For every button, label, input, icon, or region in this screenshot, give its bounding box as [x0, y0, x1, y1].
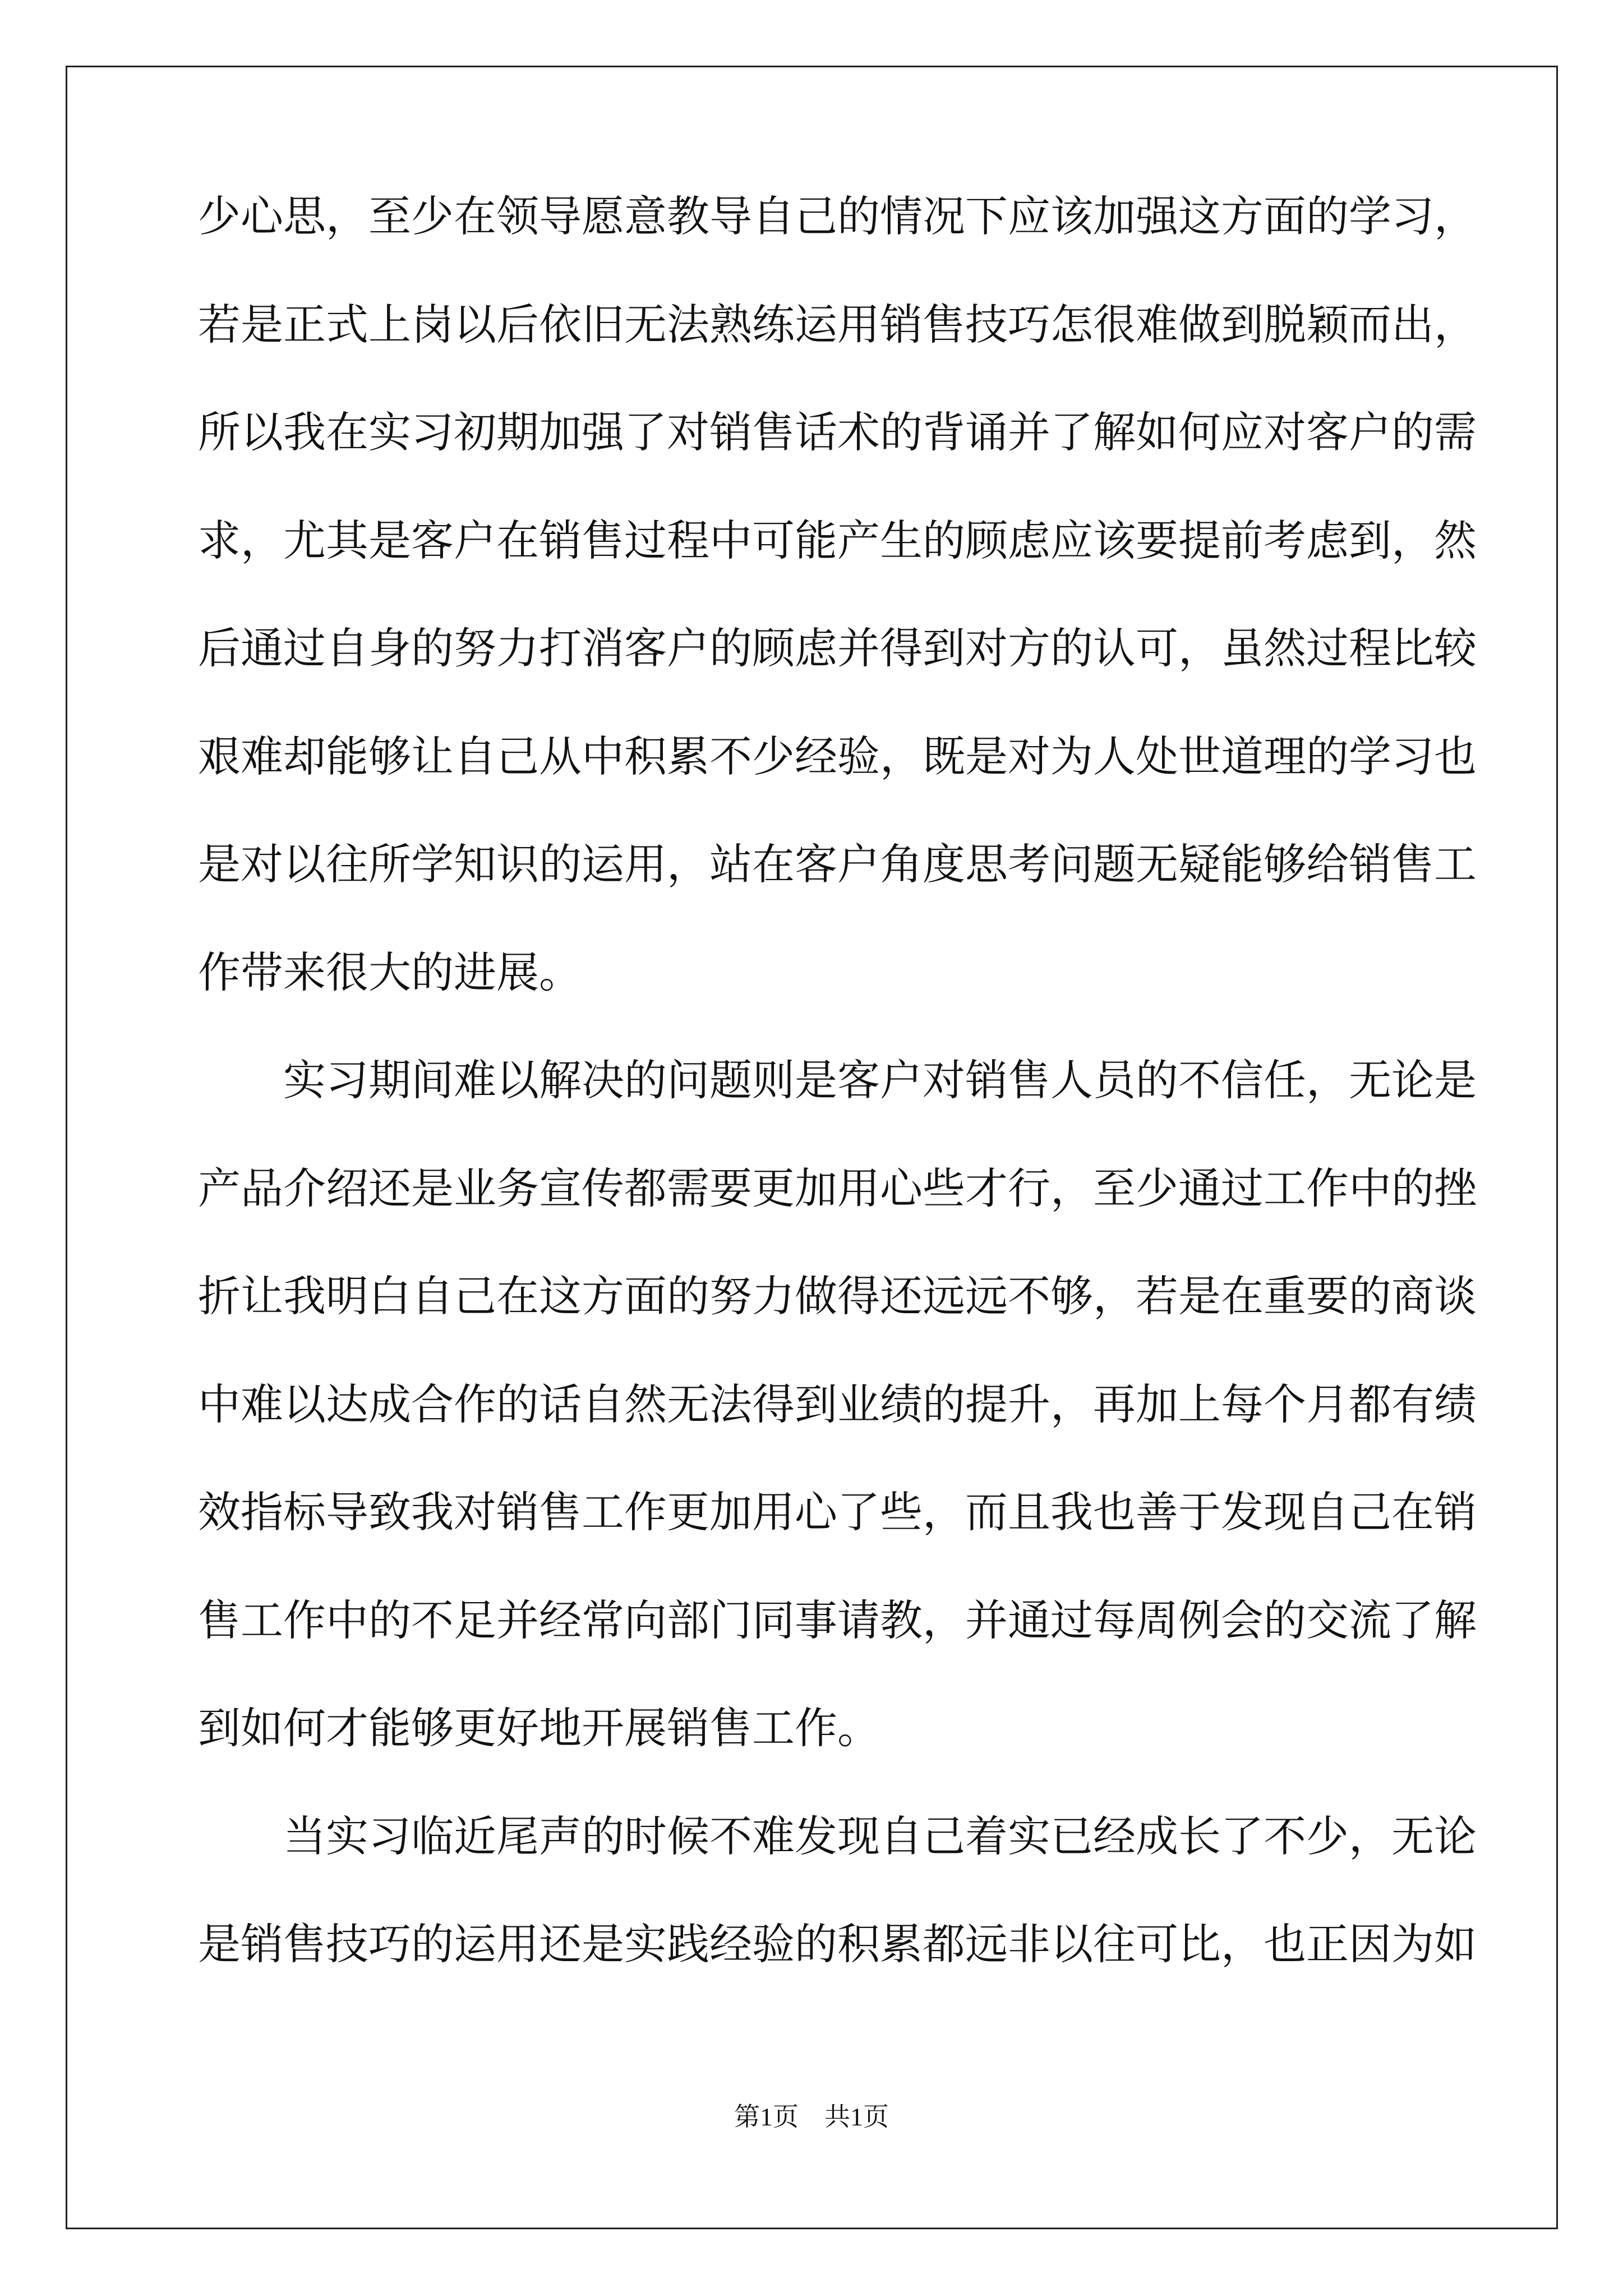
text-line: 艰难却能够让自己从中积累不少经验，既是对为人处世道理的学习也	[198, 731, 1477, 781]
text-line: 是销售技巧的运用还是实践经验的积累都远非以往可比，也正因为如	[198, 1919, 1477, 1969]
text-line: 中难以达成合作的话自然无法得到业绩的提升，再加上每个月都有绩	[198, 1379, 1477, 1429]
text-line: 折让我明白自己在这方面的努力做得还远远不够，若是在重要的商谈	[198, 1271, 1477, 1321]
text-line: 少心思，至少在领导愿意教导自己的情况下应该加强这方面的学习，	[198, 191, 1477, 241]
paragraph-first-line: 实习期间难以解决的问题则是客户对销售人员的不信任，无论是	[283, 1055, 1477, 1105]
paragraph-first-line: 当实习临近尾声的时候不难发现自己着实已经成长了不少，无论	[283, 1811, 1477, 1861]
text-line: 后通过自身的努力打消客户的顾虑并得到对方的认可，虽然过程比较	[198, 623, 1477, 673]
text-line: 售工作中的不足并经常向部门同事请教，并通过每周例会的交流了解	[198, 1595, 1477, 1645]
text-line: 若是正式上岗以后依旧无法熟练运用销售技巧怎很难做到脱颖而出，	[198, 299, 1477, 349]
text-line: 作带来很大的进展。	[198, 947, 582, 997]
text-line: 效指标导致我对销售工作更加用心了些，而且我也善于发现自己在销	[198, 1487, 1477, 1537]
text-line: 是对以往所学知识的运用，站在客户角度思考问题无疑能够给销售工	[198, 839, 1477, 889]
page-number-footer: 第1页 共1页	[734, 2102, 889, 2131]
text-line: 求，尤其是客户在销售过程中可能产生的顾虑应该要提前考虑到，然	[198, 515, 1477, 565]
document-body	[198, 163, 1477, 1999]
text-line: 产品介绍还是业务宣传都需要更加用心些才行，至少通过工作中的挫	[198, 1163, 1477, 1213]
text-line: 到如何才能够更好地开展销售工作。	[198, 1703, 880, 1753]
text-line: 所以我在实习初期加强了对销售话术的背诵并了解如何应对客户的需	[198, 407, 1477, 457]
